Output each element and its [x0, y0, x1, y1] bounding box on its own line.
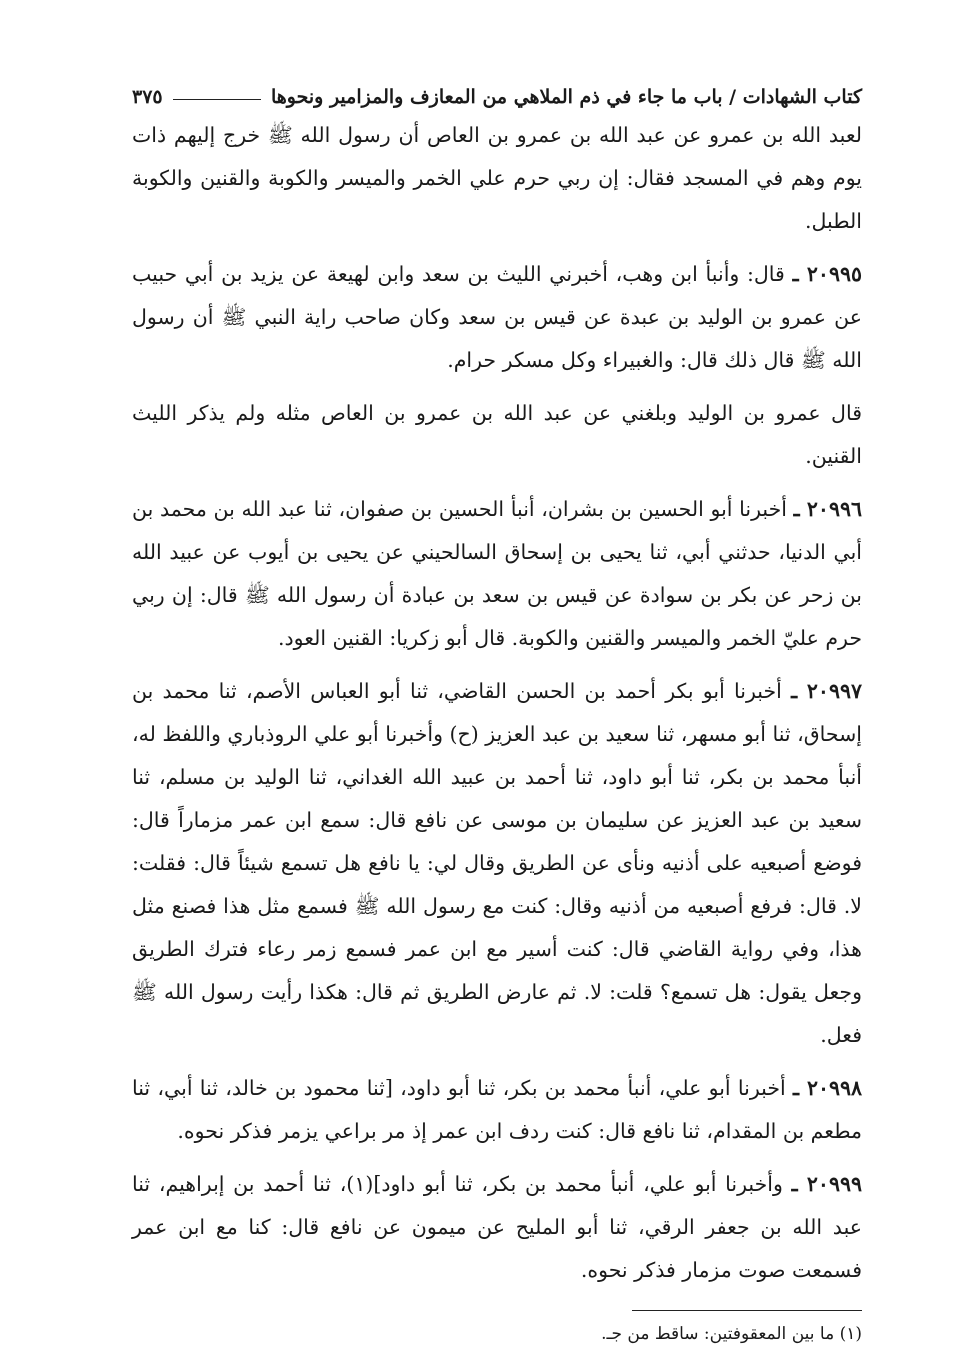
paragraph-text: لعبد الله بن عمرو عن عبد الله بن عمرو بن العاص أن رسول الله ﷺ خرج إليهم ذات يوم وهم في المسجد فقال: إن ربي حرم علي الخمر والميسر والكوبة والقنين والكوبة الطبل.	[132, 123, 862, 233]
footnote-divider	[632, 1310, 862, 1311]
hadith-20996	[132, 488, 862, 660]
hadith-20997	[132, 670, 862, 1057]
paragraph-text: وأخبرنا أبو علي، أنبأ محمد بن بكر، ثنا أبو داود](١)، ثنا أحمد بن إبراهيم، ثنا عبد الله بن جعفر الرقي، ثنا أبو المليح عن ميمون عن نافع قال: كنا مع ابن عمر فسمعت صوت مزمار فذكر نحوه.	[132, 1172, 862, 1282]
paragraph-text: أخبرنا أبو علي، أنبأ محمد بن بكر، ثنا أبو داود، [ثنا محمود بن خالد، ثنا أبي، ثنا مطعم بن المقدام، ثنا نافع قال: كنت ردف ابن عمر إذ مر براعي يزمر فذكر نحوه.	[132, 1076, 862, 1143]
running-header	[132, 80, 862, 114]
footnote: (١) ما بين المعقوفتين: ساقط من جـ.	[601, 1324, 862, 1344]
hadith-number: ٢٠٩٩٦ ـ	[793, 497, 862, 521]
page-content	[132, 80, 862, 1349]
paragraph-text: قال: وأنبأ ابن وهب، أخبرني الليث بن سعد وابن لهيعة عن يزيد بن أبي حبيب عن عمرو بن الوليد بن عبدة عن قيس بن سعد وكان صاحب راية النبي ﷺ أن رسول الله ﷺ قال ذلك قال: والغبيراء وكل مسكر حرام.	[132, 262, 862, 372]
hadith-20999	[132, 1163, 862, 1292]
paragraph-text: قال عمرو بن الوليد وبلغني عن عبد الله بن عمرو بن العاص مثله ولم يذكر الليث القنين.	[132, 401, 862, 468]
header-rule	[173, 99, 261, 100]
page-number: ٣٧٥	[132, 86, 163, 108]
paragraph-text: أخبرنا أبو بكر أحمد بن الحسن القاضي، ثنا أبو العباس الأصم، ثنا محمد بن إسحاق، ثنا أبو مسهر، ثنا سعيد بن عبد العزيز (ح) وأخبرنا أبو علي الروذباري واللفظ له، أنبأ محمد بن بكر، ثنا أبو داود، ثنا أحمد بن عبيد الله الغداني، ثنا الوليد بن مسلم، ثنا سعيد بن عبد العزيز عن سليمان بن موسى عن نافع قال: سمع ابن عمر مزماراً قال: فوضع أصبعيه على أذنيه ونأى عن الطريق وقال لي: يا نافع هل تسمع شيئاً قال: فقلت: لا. قال: فرفع أصبعيه من أذنيه وقال: كنت مع رسول الله ﷺ فسمع مثل هذا فصنع مثل هذا، وفي رواية القاضي قال: كنت أسير مع ابن عمر فسمع زمر رعاء فترك الطريق وجعل يقول: هل تسمع؟ قلت: لا. ثم عارض الطريق ثم قال: هكذا رأيت رسول الله ﷺ فعل.	[132, 679, 862, 1047]
hadith-20998	[132, 1067, 862, 1153]
hadith-number: ٢٠٩٩٨ ـ	[793, 1076, 862, 1100]
hadith-number: ٢٠٩٩٩ ـ	[791, 1172, 862, 1196]
running-title: كتاب الشهادات / باب ما جاء في ذم الملاهي من المعازف والمزامير ونحوها	[270, 86, 862, 108]
paragraph-text: أخبرنا أبو الحسين بن بشران، أنبأ الحسين بن صفوان، ثنا عبد الله بن محمد بن أبي الدنيا، حدثني أبي، ثنا يحيى بن إسحاق السالحيني عن يحيى بن أيوب عن عبيد الله بن زحر عن بكر بن سوادة عن قيس بن سعد بن عبادة أن رسول الله ﷺ قال: إن ربي حرم عليّ الخمر والميسر والقنين والكوبة. قال أبو زكريا: القنين العود.	[132, 497, 862, 650]
paragraph-note	[132, 392, 862, 478]
hadith-number: ٢٠٩٩٧ ـ	[791, 679, 862, 703]
paragraph-continuation	[132, 114, 862, 243]
hadith-number: ٢٠٩٩٥ ـ	[792, 262, 862, 286]
hadith-20995	[132, 253, 862, 382]
